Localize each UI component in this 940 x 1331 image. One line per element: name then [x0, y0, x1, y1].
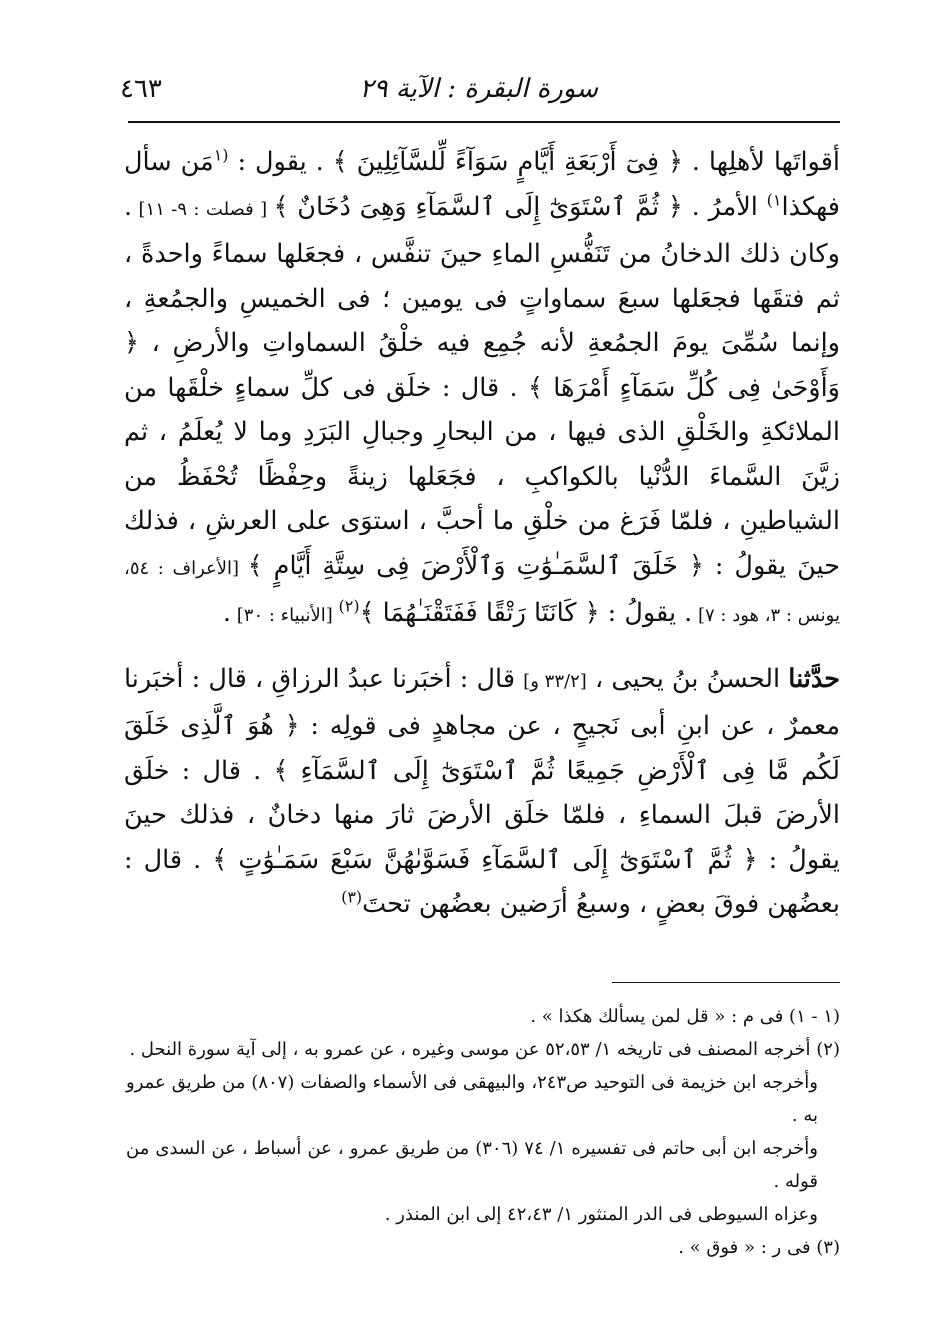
manuscript-reference: [٣٣/٢ و] [523, 670, 587, 692]
verse-citation: [الأنبياء : ٣٠] [231, 605, 339, 626]
quran-verse: ﴿ فِىٓ أَرْبَعَةِ أَيَّامٍ سَوَآءً لِّلسَّآئِلِينَ ﴾ [332, 147, 683, 177]
text-segment: . يقول : [228, 147, 333, 177]
footnote-marker: (١ [213, 145, 229, 165]
text-segment: قال : أخبَرنا عبدُ الرزاقِ ، قال : أخبَرنا معمرٌ ، عن ابنِ أبى نَجيحٍ ، عن مجاهدٍ فى قولِه : [124, 663, 840, 741]
footnote-2: (٢) أخرجه المصنف فى تاريخه ١/ ٥٢،٥٣ عن موسى وغيره ، عن عمرو به ، إلى آية سورة النحل . [129, 1039, 840, 1060]
text-segment: . قال : بعضُهن فوقَ بعضٍ ، وسبعُ أرَضين بعضُهن تحتَ [124, 844, 840, 919]
footnote-marker: (٢) [338, 596, 360, 616]
text-segment: . قال : خلَق فى كلِّ سماءٍ خلْقَها من الملائكةِ والخَلْقِ الذى فيها ، من البحارِ وجبالِ البَرَدِ وما لا يُعلَمُ ، ثم زيَّنَ السَّماءَ الدُّنْيا بالكواكبِ ، فجَعَلها زينةً وحِفْظًا تُحْفَظُ من الشياطينِ ، فلمّا فَرَغ من خلْقِ ما أحبَّ ، استوَى على العرشِ ، فذلك حينَ يقولُ : [124, 372, 841, 581]
footnote-marker: (٣) [341, 887, 363, 907]
text-segment: . وكان ذلك الدخانُ من تَنَفُّسِ الماءِ حينَ تنفَّس ، فجعَلها سماءً واحدةً ، ثم فتقَها فجعَلها سبعَ سماواتٍ فى يومين ؛ فى الخميسِ والجمُعةِ ، وإنما سُمِّىَ يومَ الجمُعةِ لأنه جُمِع فيه خلْقُ السماواتِ والأرضِ ، [124, 191, 840, 358]
isnad-lead: حدَّثنا [788, 663, 841, 694]
footnote-3: (٣) فى ر : « فوق » . [678, 1237, 840, 1258]
text-segment: . قال : خلَق الأرضَ قبلَ السماءِ ، فلمّا خلَق الأرضَ ثارَ منها دخانٌ ، فذلك حينَ يقولُ : [124, 755, 840, 875]
page-number: ٤٦٣ [120, 74, 162, 104]
text-segment: . يقولُ : [599, 598, 693, 628]
text-segment: الأمرُ . [682, 191, 767, 222]
footnote-rule [612, 982, 840, 983]
footnote-marker: ١) [766, 190, 782, 209]
text-segment: . [222, 598, 232, 628]
text-segment: الحسنُ بنُ يحيى ، [586, 663, 789, 694]
quran-verse: ﴿ هُوَ ٱلَّذِى خَلَقَ لَكُم مَّا فِى ٱلْأَرْضِ جَمِيعًا ثُمَّ ٱسْتَوَىٰٓ إِلَى ٱلسَّمَآءِ ﴾ [124, 711, 840, 786]
quran-verse: ﴿ ثُمَّ ٱسْتَوَىٰٓ إِلَى ٱلسَّمَآءِ وَهِىَ دُخَانٌ ﴾ [273, 191, 683, 222]
quran-verse: ﴿ كَانَتَا رَتْقًا فَفَتَقْنَـٰهُمَا ﴾ [359, 598, 600, 628]
footnotes [126, 1000, 840, 1264]
verse-citation: [ فصلت : ٩- ١١] [132, 198, 274, 220]
running-title: سورة البقرة : الآية ٢٩ [359, 74, 598, 104]
page-header [120, 68, 838, 108]
footnote-2-continued: وعزاه السيوطى فى الدر المنثور ١/ ٤٢،٤٣ إلى ابن المنذر . [384, 1204, 818, 1225]
quran-verse: ﴿ ثُمَّ ٱسْتَوَىٰٓ إِلَى ٱلسَّمَآءِ فَسَوَّىٰهُنَّ سَبْعَ سَمَـٰوَٰتٍ ﴾ [212, 844, 758, 875]
text-segment: أقواتَها لأهلِها . [682, 147, 840, 177]
quran-verse: ﴿ خَلَقَ ٱلسَّمَـٰوَٰتِ وَٱلْأَرْضَ فِى سِتَّةِ أَيَّامٍ ﴾ [247, 550, 704, 581]
header-rule [128, 121, 840, 123]
quran-verse: ﴿ وَأَوْحَىٰ فِى كُلِّ سَمَآءٍ أَمْرَهَا ﴾ [124, 328, 840, 403]
paragraph-1 [124, 140, 840, 639]
footnote-1: (١ - ١) فى م : « قل لمن يسألك هكذا » . [530, 1006, 840, 1027]
paragraph-2 [124, 657, 840, 927]
main-text [124, 140, 840, 927]
footnote-2-continued: وأخرجه ابن أبى حاتم فى تفسيره ١/ ٧٤ (٣٠٦) من طريق عمرو ، عن أسباط ، عن السدى من قوله . [126, 1138, 818, 1192]
text-segment: مَن سأل فهكذا [124, 147, 840, 222]
footnote-2-continued: وأخرجه ابن خزيمة فى التوحيد ص٢٤٣، والبيهقى فى الأسماء والصفات (٨٠٧) من طريق عمرو به . [126, 1072, 818, 1126]
verse-citation: [الأعراف : ٥٤، يونس : ٣، هود : ٧] [124, 557, 840, 626]
